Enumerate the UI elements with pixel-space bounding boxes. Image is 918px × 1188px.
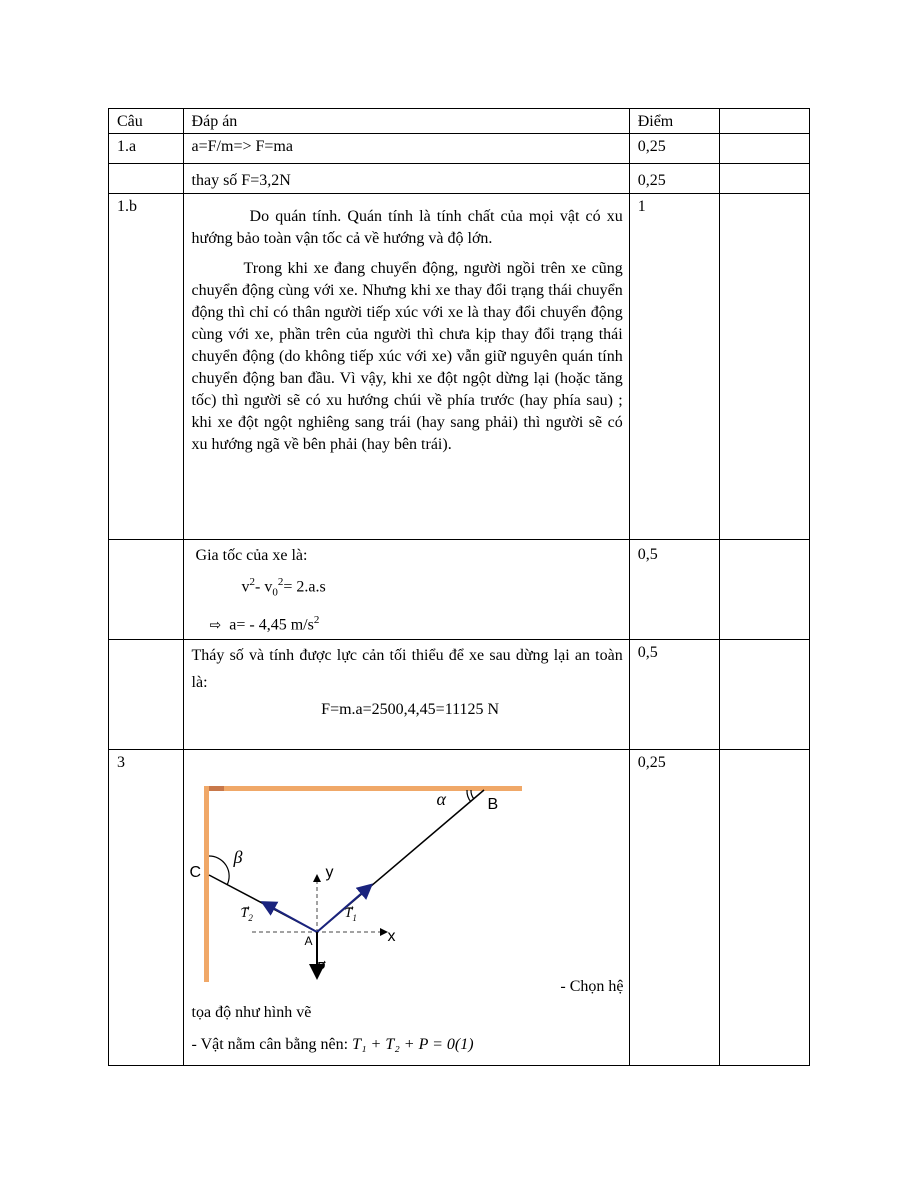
cell-answer [183, 194, 629, 540]
label-a: A [304, 933, 313, 948]
label-x: x [387, 927, 396, 945]
label-beta: β [233, 846, 243, 867]
alpha-arc-2 [467, 790, 471, 802]
vector-t1 [317, 886, 370, 932]
cell-empty [720, 164, 810, 194]
cell-diem [629, 164, 720, 194]
table-row [109, 194, 810, 540]
header-dap-an: Đáp án [183, 109, 629, 134]
cell-empty [720, 134, 810, 164]
line-gia-toc: Gia tốc của xe là: [195, 547, 308, 564]
label-t1: $T_1$ [344, 905, 357, 923]
answer-text: thay số F=3,2N [191, 172, 291, 189]
left-wall [204, 786, 209, 982]
cell-empty [720, 194, 810, 540]
cell-cau: 1.a [109, 134, 184, 164]
cell-answer [183, 540, 629, 640]
force-diagram [189, 752, 624, 1002]
cell-answer [183, 639, 629, 749]
vector-t2 [264, 903, 317, 932]
ceiling-wall [204, 786, 522, 791]
header-empty [720, 109, 810, 134]
answer-table [108, 108, 810, 1066]
cell-empty [720, 639, 810, 749]
answer-paragraph-1: Do quán tính. Quán tính là tính chất của mọi vật có xu hướng bảo toàn vận tốc cả về hướng và độ lớn. [191, 208, 623, 247]
line-thay-so: Tháy số và tính được lực cản tối thiểu để xe sau dừng lại an toàn là: [191, 646, 623, 691]
cell-empty [720, 749, 810, 1065]
cell-diem: 0,25 [629, 749, 720, 1065]
table-header-row [109, 109, 810, 134]
table-row [109, 540, 810, 640]
cell-diem: 0,5 [629, 639, 720, 749]
equation-2: ⇨ a= - 4,45 $m/s^2$ [209, 613, 320, 633]
alpha-arc [471, 790, 474, 799]
cell-answer: a=F/m=> F=ma [183, 134, 629, 164]
table-row [109, 164, 810, 194]
label-p: P [315, 959, 326, 977]
cell-cau: 1.b [109, 194, 184, 540]
text-can-bang: - Vật nằm cân bằng nên: T₁ + T₂ + P = 0(1) [191, 1035, 474, 1053]
implies-arrow-icon: ⇨ [209, 616, 222, 633]
cell-cau [109, 639, 184, 749]
answer-paragraph-2: Trong khi xe đang chuyển động, người ngồi trên xe cũng chuyển động cùng với xe. Nhưng khi xe thay đổi trạng thái chuyển động thì chỉ có thân người tiếp xúc với xe là thay đổi chuyển động cùng với xe, phần trên của người thì chưa kịp thay đổi trạng thái chuyển động (do không tiếp xúc với xe) vẫn giữ nguyên quán tính chuyển động ban đầu. Vì vậy, khi xe đột ngột dừng lại (hoặc tăng tốc) thì người sẽ có xu hướng chúi về phía trước (hay phía sau) ; khi xe đột ngột nghiêng sang trái (hay sang phải) thì người sẽ có xu hướng ngã về bên phải (hay bên trái). [191, 260, 623, 453]
table-row [109, 749, 810, 1065]
text-toa-do: tọa độ như hình vẽ [191, 1003, 312, 1021]
cell-cau [109, 164, 184, 194]
label-alpha: α [436, 788, 446, 809]
equation-1: $v^2-$ $v_0^2= 2.a.s$ [241, 576, 326, 599]
cell-empty [720, 540, 810, 640]
label-y: y [325, 863, 334, 881]
label-t2: $T_2$ [240, 905, 253, 923]
equilibrium-equation: T₁ + T₂ + P = 0(1) [352, 1035, 474, 1053]
header-cau: Câu [109, 109, 184, 134]
diem-value: 0,25 [637, 172, 666, 189]
cell-diem: 1 [629, 194, 720, 540]
cell-diem: 0,25 [629, 134, 720, 164]
cell-cau [109, 540, 184, 640]
force-diagram-svg [184, 752, 624, 1002]
label-c: C [189, 863, 202, 881]
cell-answer [183, 749, 629, 1065]
cell-answer [183, 164, 629, 194]
header-diem: Điểm [629, 109, 720, 134]
table-row [109, 639, 810, 749]
label-b: B [487, 795, 499, 813]
text-chon-he: - Chọn hệ [560, 977, 624, 995]
cell-diem: 0,5 [629, 540, 720, 640]
equation-force: F=m.a=2500,4,45=11125 N [321, 700, 500, 718]
table-row [109, 134, 810, 164]
cell-cau: 3 [109, 749, 184, 1065]
